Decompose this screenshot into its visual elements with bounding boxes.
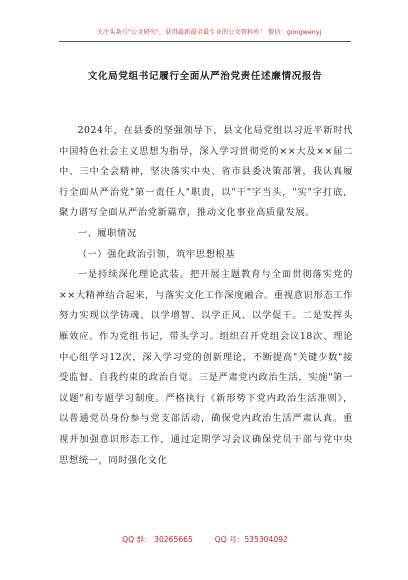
subsection-heading: （一）强化政治引领，筑牢思想根基 — [77, 248, 236, 260]
body-paragraph: 一是持续深化理论武装。把开展主题教育与全面贯彻落实党的××大精神结合起来，与落实文化工作深度融合。重视意识形态工作努力实现以学铸魂、以学增智、以学正风、以学促干。二是发挥头雁效应。作为党组书记，带头学习。组织召开党组会议18次、理论中心组学习12次，深入学习党的创新理论，不断提高"关键少数"接受监督、自我约束的政治自觉。三是严肃党内政治生活，实施"第一议题"和专题学习制度。严格执行《新形势下党内政治生活准则》，以普通党员身份参与党支部活动，确保党内政治生活严肃认真。重视并加强意识形态工作，通过定期学习会议确保党员干部与党中央思想统一，同时强化文化 — [59, 269, 353, 466]
document-title: 文化局党组书记履行全面从严治党责任述廉情况报告 — [87, 71, 323, 82]
footer-contact — [59, 534, 351, 545]
intro-paragraph: 2024年，在县委的坚强领导下，县文化局党组以习近平新时代中国特色社会主义思想为指导，深入学习贯彻党的××大及××届二中、三中全会精神，坚决落实中央、省市县委决策部署，我认真履行全面从严治党"第一责任人"职责，以"干"字当头，"实"字打底，聚力谱写全面从严治党新篇章，推动文化事业高质量发展。 — [59, 125, 353, 219]
footer-qq-number: QQ 号：535304092 — [214, 535, 288, 544]
section-heading: 一、履职情况 — [77, 227, 137, 239]
header-divider — [59, 41, 351, 42]
document-body — [59, 121, 353, 471]
footer-qq-group: QQ 群： 30265665 — [122, 535, 193, 544]
header-promo-text: 关注头条号"公文研究"，获得最新最全最专业的公文资料库！ 微信：gongwenyj — [96, 29, 322, 36]
